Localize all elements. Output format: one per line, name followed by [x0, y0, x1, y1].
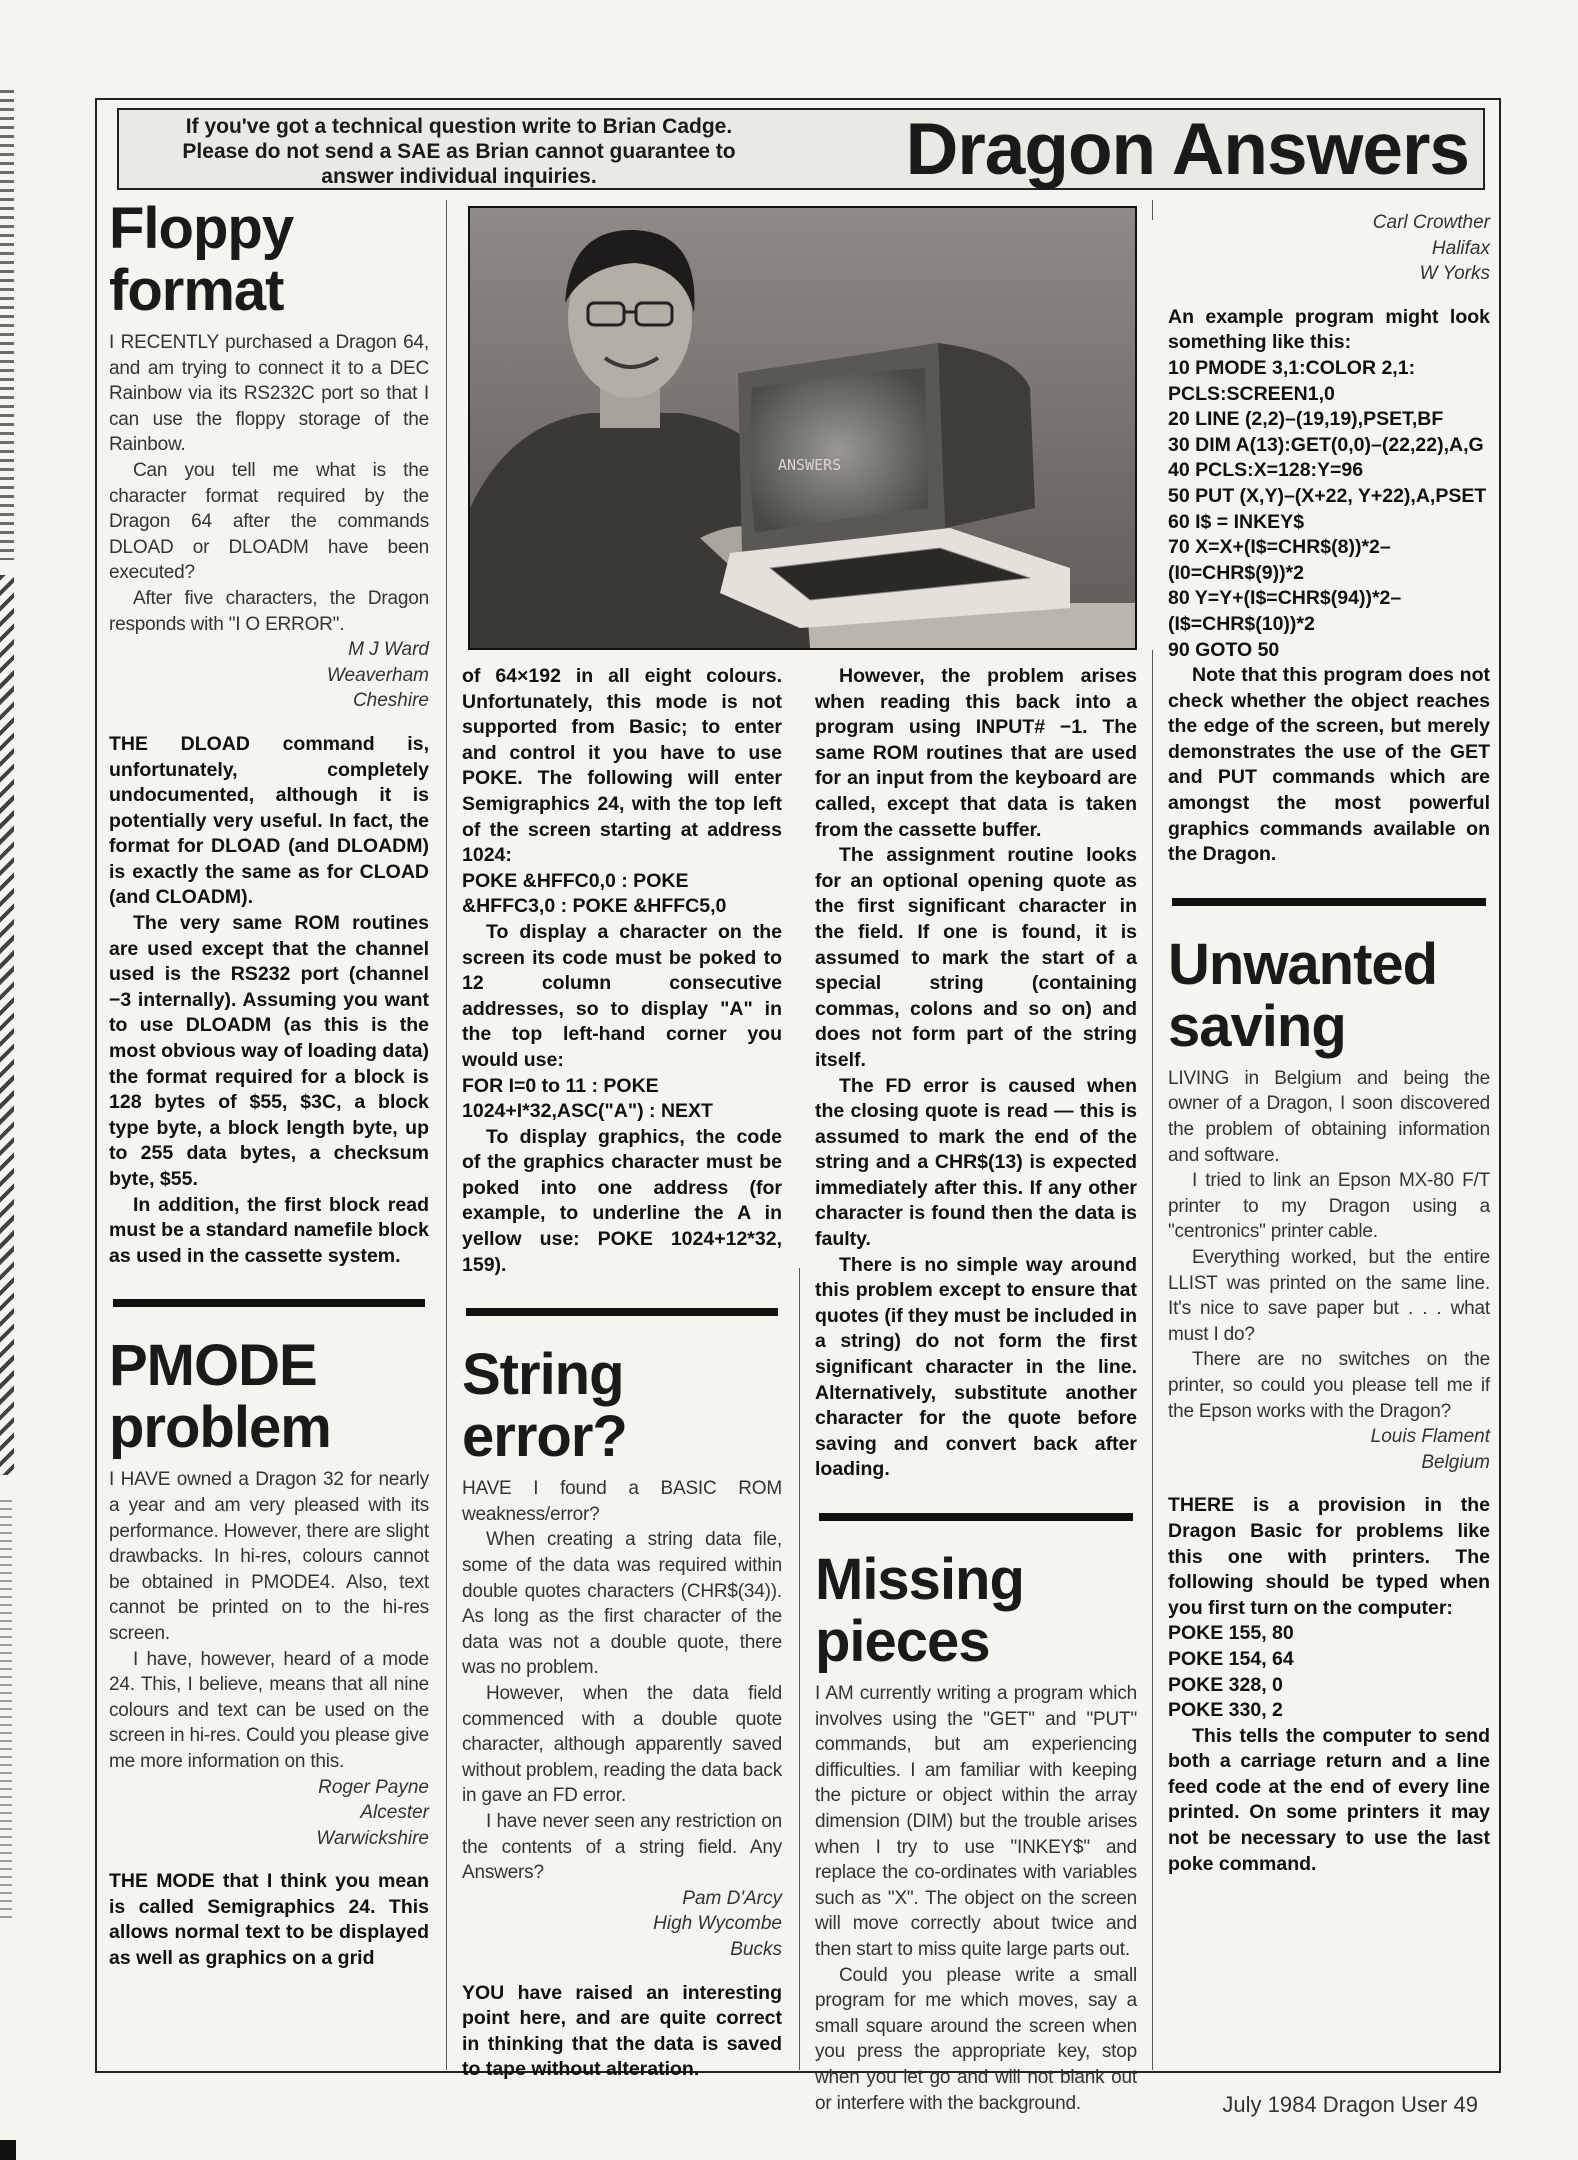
notice-text: If you've got a technical question write to Brian Cadge. Please do not send a SAE as Brian cannot guarantee to answer individual inquiries. — [182, 115, 736, 188]
binding-hatch — [0, 575, 14, 1475]
answer-paragraph: of 64×192 in all eight colours. Unfortunately, this mode is not supported from Basic; to enter and control it you have to use POKE. The following will enter Semigraphics 24, with the top left of the screen starting at address 1024: — [462, 665, 782, 867]
answer-paragraph: The FD error is caused when the closing quote is read — this is assumed to mark the end of the string and a CHR$(13) is expected immediately after this. If any other character is found then the data is faulty. — [815, 1074, 1137, 1251]
column-3 — [815, 198, 1137, 2114]
binding-edge — [0, 0, 14, 2160]
code-line: 30 DIM A(13):GET(0,0)–(22,22),A,G — [1168, 433, 1484, 456]
article-heading-unwanted: Unwanted saving — [1168, 931, 1438, 1059]
binding-mark — [0, 2140, 16, 2160]
column-3-body — [815, 664, 1137, 2116]
code-line: 10 PMODE 3,1:COLOR 2,1: PCLS:SCREEN1,0 — [1168, 356, 1416, 405]
answer-paragraph: The very same ROM routines are used except that the channel used is the RS232 port (channel −3 internally). Assuming you want to use DLOADM (as this is the most obvious way of loading data) the format required for a block is 128 bytes of $55, $3C, a block type byte, a block length byte, up to 255 data bytes, a checksum byte, $55. — [109, 912, 429, 1190]
letter-paragraph: HAVE I found a BASIC ROM weakness/error? — [462, 1478, 782, 1525]
answer-paragraph: This tells the computer to send both a carriage return and a line feed code at the end of every line printed. On some printers it may not be necessary to use the last poke command. — [1168, 1724, 1490, 1875]
binding-squiggle — [0, 90, 14, 560]
signature-line: Belgium — [1421, 1451, 1490, 1473]
letter-paragraph: After five characters, the Dragon responds with "I O ERROR". — [109, 587, 429, 635]
letter-paragraph: I have never seen any restriction on the contents of a string field. Any Answers? — [462, 1810, 782, 1884]
section-rule — [819, 1513, 1133, 1521]
letter-paragraph: Everything worked, but the entire LLIST was printed on the same line. It's nice to save paper but . . . what must I do? — [1168, 1247, 1490, 1345]
signature-line: Alcester — [360, 1802, 429, 1824]
code-line: POKE 330, 2 — [1168, 1699, 1283, 1722]
answer-paragraph: An example program might look something like this: — [1168, 305, 1490, 354]
code-line: 20 LINE (2,2)–(19,19),PSET,BF — [1168, 408, 1444, 431]
column-2-body — [462, 664, 782, 2083]
signature-line: Warwickshire — [316, 1827, 429, 1849]
article-heading-pmode: PMODE problem — [109, 1333, 331, 1461]
letter-paragraph: I AM currently writing a program which involves using the "GET" and "PUT" commands, but am experiencing difficulties. I am familiar with keeping the picture or object within the array dimension (DIM) but the trouble arises when I try to use "INKEY$" and replace the co-ordinates with variables such as "X". The object on the screen will move correctly about twice and then start to miss quite large parts out. — [815, 1683, 1137, 1960]
code-listing — [1168, 356, 1490, 663]
letter-signature — [462, 1886, 782, 1963]
section-rule — [1172, 898, 1486, 906]
answer-paragraph: THE DLOAD command is, unfortunately, completely undocumented, although it is potentially very useful. In fact, the format for DLOAD (and DLOADM) is exactly the same as for CLOAD (and CLOADM). — [109, 732, 429, 909]
answer-paragraph: The assignment routine looks for an optional opening quote as the first significant character in the field. If one is found, it is assumed to mark the start of a special string (containing commas, colons and so on) and does not form part of the string itself. — [815, 844, 1137, 1071]
letter-paragraph: However, when the data field commenced with a double quote character, although apparently saved without problem, reading the data back in gave an FD error. — [462, 1683, 782, 1807]
letter-signature — [109, 1775, 429, 1852]
column-rule — [446, 200, 447, 2070]
column-4 — [1168, 198, 1490, 2062]
answer-paragraph: In addition, the first block read must be a standard namefile block as used in the cassette system. — [109, 1193, 429, 1267]
article-heading-missing: Missing pieces — [815, 1547, 1024, 1674]
signature-line: W Yorks — [1419, 263, 1490, 285]
code-line: 50 PUT (X,Y)–(X+22, Y+22),A,PSET — [1168, 484, 1487, 507]
signature-line: High Wycombe — [653, 1913, 782, 1935]
signature-line: Halifax — [1431, 237, 1490, 259]
letter-paragraph: I RECENTLY purchased a Dragon 64, and am trying to connect it to a DEC Rainbow via its RS232C port so that I can use the floppy storage of the Rainbow. — [109, 332, 429, 456]
page-folio: July 1984 Dragon User 49 — [1222, 2092, 1478, 2117]
code-line: POKE 328, 0 — [1168, 1673, 1283, 1696]
answer-paragraph: YOU have raised an interesting point here, and are quite correct in thinking that the data is saved to tape without alteration. — [462, 1981, 782, 2081]
letter-signature — [109, 637, 429, 714]
answer-paragraph: To display graphics, the code of the graphics character must be poked into one address (for example, to underline the A in yellow use: POKE 1024+12*32, 159). — [462, 1125, 782, 1276]
section-rule — [113, 1299, 425, 1307]
answer-paragraph: THERE is a provision in the Dragon Basic for problems like this one with printers. The following should be typed when you first turn on the computer: — [1168, 1494, 1490, 1619]
signature-line: Carl Crowther — [1372, 212, 1490, 233]
answer-paragraph: Note that this program does not check whether the object reaches the edge of the screen, but merely demonstrates the use of the GET and PUT commands which are amongst the most powerful graphics commands available on the Dragon. — [1168, 664, 1490, 866]
code-line: 60 I$ = INKEY$ — [1168, 510, 1305, 533]
code-listing — [1168, 1621, 1490, 1723]
letter-paragraph: I tried to link an Epson MX-80 F/T printer to my Dragon using a "centronics" printer cable. — [1168, 1170, 1490, 1243]
code-line: POKE 154, 64 — [1168, 1647, 1294, 1670]
code-line: POKE 155, 80 — [1168, 1622, 1294, 1645]
signature-line: Louis Flament — [1370, 1426, 1490, 1448]
signature-line: Pam D'Arcy — [682, 1887, 782, 1909]
letter-paragraph: LIVING in Belgium and being the owner of a Dragon, I soon discovered the problem of obtaining information and software. — [1168, 1067, 1490, 1166]
code-line: POKE &HFFC0,0 : POKE &HFFC3,0 : POKE &HFFC5,0 — [462, 869, 727, 918]
letter-paragraph: I have, however, heard of a mode 24. This, I believe, means that all nine colours and text can be used on the screen in hi-res. Could you please give me more information on this. — [109, 1648, 429, 1772]
code-line: 70 X=X+(I$=CHR$(8))*2–(I0=CHR$(9))*2 — [1168, 536, 1391, 584]
answer-paragraph: To display a character on the screen its code must be poked to 12 column consecutive addresses, so to display "A" in the top left-hand corner you would use: — [462, 920, 782, 1071]
column-rule — [799, 1268, 800, 2070]
code-line: 80 Y=Y+(I$=CHR$(94))*2–(I$=CHR$(10))*2 — [1168, 587, 1402, 635]
letter-paragraph: There are no switches on the printer, so could you please tell me if the Epson works with the Dragon? — [1168, 1349, 1490, 1422]
letter-paragraph: Could you please write a small program for me which moves, say a small square around the screen when you press the appropriate key, stop when you let go and will not blank out or interfere with the background. — [815, 1964, 1137, 2114]
letter-signature — [1168, 1424, 1490, 1475]
answer-paragraph: However, the problem arises when reading this back into a program using INPUT# −1. The same ROM routines that are used for an input from the keyboard are called, except that data is taken from the cassette buffer. — [815, 665, 1137, 841]
binding-dash — [0, 1500, 12, 1920]
code-line: FOR I=0 to 11 : POKE 1024+I*32,ASC("A") : NEXT — [462, 1074, 713, 1123]
column-1 — [109, 198, 429, 2062]
signature-line: Bucks — [730, 1938, 782, 1960]
signature-line: Roger Payne — [318, 1776, 429, 1798]
column-2 — [462, 198, 782, 2081]
letter-paragraph: When creating a string data file, some of the data was required within double quotes characters (CHR$(34)). As long as the first character of the data was not a double quote, there was no problem. — [462, 1529, 782, 1679]
letter-paragraph: I HAVE owned a Dragon 32 for nearly a year and am very pleased with its performance. However, there are slight drawbacks. In hi-res, colours cannot be obtained in PMODE4. Also, text cannot be printed on to the hi-res screen. — [109, 1469, 429, 1644]
photo-screen-text: ANSWERS — [778, 456, 842, 474]
page-header — [117, 108, 1485, 190]
answer-paragraph: There is no simple way around this problem except to ensure that quotes (if they must be included in a string) do not form the first significant character in the line. Alternatively, substitute another character for the quote before saving and convert back after loading. — [815, 1253, 1137, 1481]
article-heading-string: String error? — [462, 1342, 627, 1470]
answer-paragraph: THE MODE that I think you mean is called Semigraphics 24. This allows normal text to be displayed as well as graphics on a grid — [109, 1870, 429, 1970]
signature-line: Cheshire — [352, 690, 429, 712]
article-heading-floppy: Floppy format — [109, 196, 294, 323]
column-rule — [1152, 200, 1153, 220]
signature-line: Weaverham — [326, 664, 429, 686]
letter-paragraph: Can you tell me what is the character format required by the Dragon 64 after the commands DLOAD or DLOADM have been executed? — [109, 459, 429, 584]
letter-signature — [1168, 210, 1490, 287]
code-line: 40 PCLS:X=128:Y=96 — [1168, 459, 1364, 482]
section-rule — [466, 1308, 778, 1316]
page-title: Dragon Answers — [905, 109, 1469, 190]
signature-line: M J Ward — [348, 639, 429, 661]
column-rule — [1152, 650, 1153, 2070]
code-line: 90 GOTO 50 — [1168, 638, 1280, 661]
